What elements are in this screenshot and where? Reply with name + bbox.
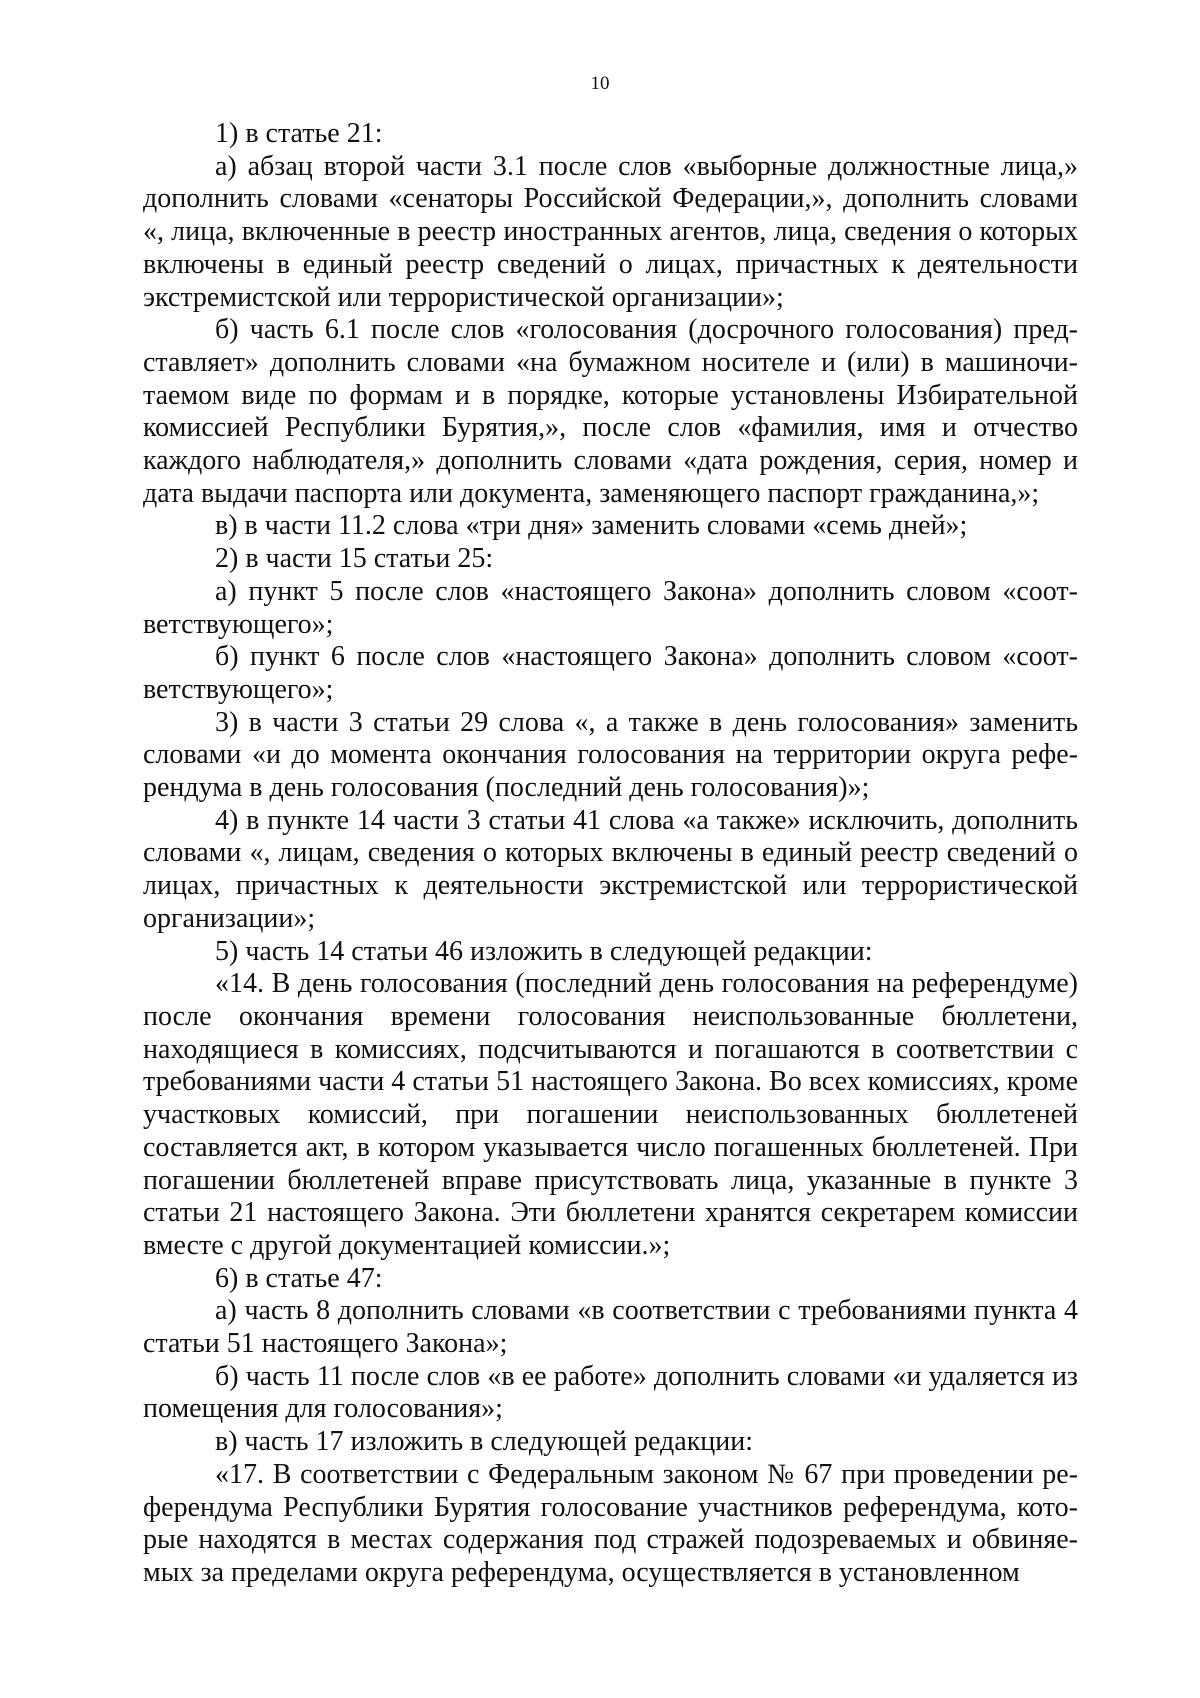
- paragraph-article-25-b: б) пункт 6 после слов «настоящего Закона» дополнить словом «соответствующего»;: [143, 641, 1078, 705]
- paragraph-article-25-a: а) пункт 5 после слов «настоящего Закона» дополнить словом «соответствующего»;: [143, 575, 1078, 640]
- paragraph-article-47: 6) в статье 47:: [215, 1262, 383, 1294]
- paragraph-article-47-v: в) часть 17 изложить в следующей редакции:: [215, 1426, 754, 1458]
- paragraph-article-25: 2) в части 15 статьи 25:: [215, 543, 494, 575]
- paragraph-article-21: 1) в статье 21:: [215, 118, 383, 149]
- paragraph-article-21-a: а) абзац второй части 3.1 после слов «выборные должностные лица,» дополнить словами «сенаторы Российской Федерации,», дополнить словами «, лица, включенные в реестр иностранных агентов, лица, сведения о которых включены в единый реестр сведений о лицах, причастных к деятельности экстремистской или террористической организации»;: [143, 150, 1078, 313]
- paragraph-article-47-text: «17. В соответствии с Федеральным законом № 67 при проведении референдума Республики Бурятия голосование участников референдума, которые находятся в местах содержания под стражей подозреваемых и обвиняемых за пределами округа референдума, осуществляется в установленном: [143, 1458, 1078, 1588]
- paragraph-article-46: 5) часть 14 статьи 46 изложить в следующей редакции:: [215, 935, 873, 967]
- page-number: 10: [590, 73, 610, 94]
- paragraph-article-21-b: б) часть 6.1 после слов «голосования (досрочного голосования) представляет» дополнить словами «на бумажном носителе и (или) в машиночитаемом виде по формам и в порядке, которые установлены Избирательной комиссией Республики Бурятия,», после слов «фамилия, имя и отчество каждого наблюдателя,» дополнить словами «дата рождения, серия, номер и дата выдачи паспорта или документа, заменяющего паспорт гражданина,»;: [143, 314, 1078, 509]
- paragraph-article-46-text: «14. В день голосования (последний день голосования на референдуме) после окончания времени голосования неиспользованные бюллетени, находящиеся в комиссиях, подсчитываются и погашаются в соответствии с требованиями части 4 статьи 51 настоящего Закона. Во всех комиссиях, кроме участковых комиссий, при погашении неиспользованных бюллетеней составляется акт, в котором указывается число погашенных бюллетеней. При погашении бюллетеней вправе присутствовать лица, указанные в пункте 3 статьи 21 настоящего Закона. Эти бюллетени хранятся секретарем комиссии вместе с другой документацией комиссии.»;: [143, 968, 1078, 1261]
- paragraph-article-47-b: б) часть 11 после слов «в ее работе» дополнить словами «и удаляется из помещения для голосования»;: [143, 1360, 1078, 1425]
- paragraph-article-47-a: а) часть 8 дополнить словами «в соответствии с требованиями пункта 4 статьи 51 настоящего Закона»;: [143, 1295, 1078, 1360]
- paragraph-article-29: 3) в части 3 статьи 29 слова «, а также в день голосования» заменить словами «и до момента окончания голосования на территории округа референдума в день голосования (последний день голосования)»;: [143, 706, 1078, 804]
- document-body: [143, 118, 1078, 1590]
- paragraph-article-21-v: в) в части 11.2 слова «три дня» заменить словами «семь дней»;: [215, 510, 968, 542]
- paragraph-article-41: 4) в пункте 14 части 3 статьи 41 слова «а также» исключить, дополнить словами «, лицам, сведения о которых включены в единый реестр сведений о лицах, причастных к деятельности экстремистской или террористической организации»;: [143, 804, 1078, 934]
